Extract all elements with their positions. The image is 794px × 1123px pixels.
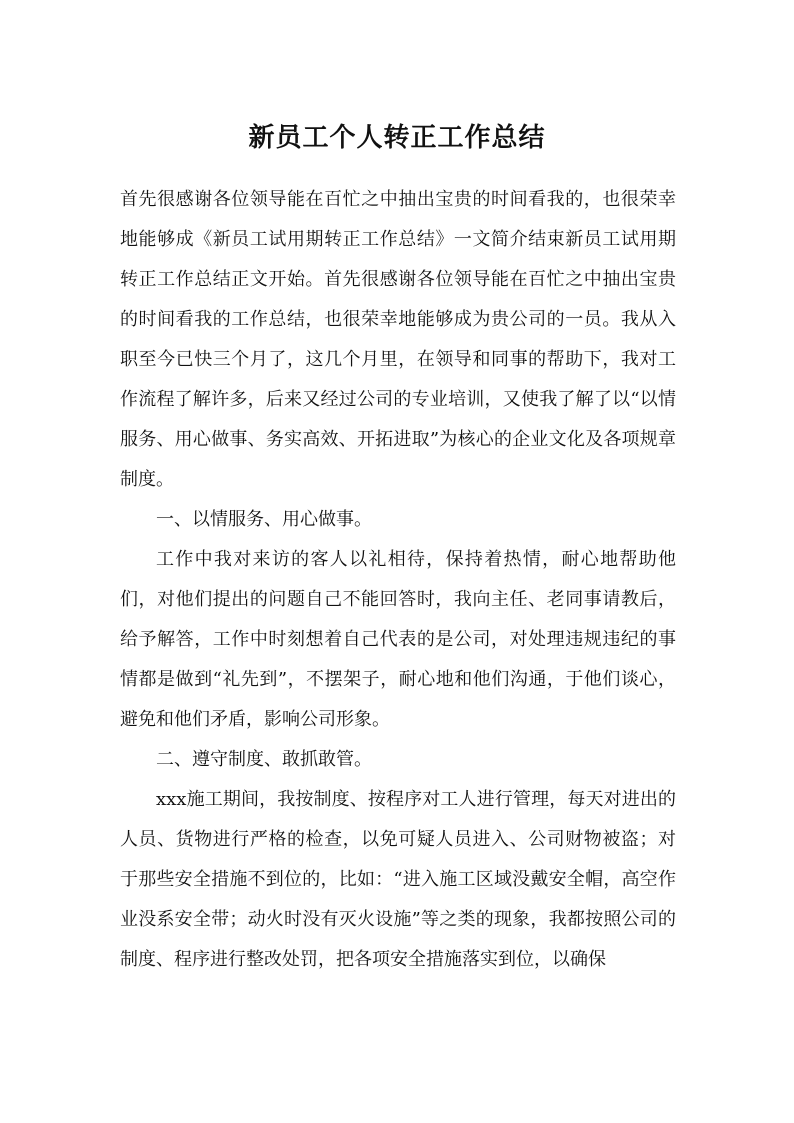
paragraph-section-2: xxx施工期间，我按制度、按程序对工人进行管理，每天对进出的人员、货物进行严格的检查，以免可疑人员进入、公司财物被盗；对于那些安全措施不到位的，比如：“进入施工区域没戴安全帽，高空作业没系安全带；动火时没有灭火设施”等之类的现象，我都按照公司的制度、程序进行整改处罚，把各项安全措施落实到位，以确保 xyxy=(120,789,676,970)
document-body xyxy=(120,180,676,980)
document-title: 新员工个人转正工作总结 xyxy=(248,123,546,153)
paragraph-section-1: 工作中我对来访的客人以礼相待，保持着热情，耐心地帮助他们，对他们提出的问题自己不能回答时，我向主任、老同事请教后，给予解答，工作中时刻想着自己代表的是公司，对处理违规违纪的事情都是做到“礼先到”，不摆架子，耐心地和他们沟通，于他们谈心，避免和他们矛盾，影响公司形象。 xyxy=(120,549,676,730)
paragraph-intro: 首先很感谢各位领导能在百忙之中抽出宝贵的时间看我的，也很荣幸地能够成《新员工试用期转正工作总结》一文简介结束新员工试用期转正工作总结正文开始。首先很感谢各位领导能在百忙之中抽出宝贵的时间看我的工作总结，也很荣幸地能够成为贵公司的一员。我从入职至今已快三个月了，这几个月里，在领导和同事的帮助下，我对工作流程了解许多，后来又经过公司的专业培训，又使我了解了以“以情服务、用心做事、务实高效、开拓进取”为核心的企业文化及各项规章制度。 xyxy=(120,189,676,490)
section-heading-2: 二、遵守制度、敢抓敢管。 xyxy=(156,749,372,770)
section-heading-1: 一、以情服务、用心做事。 xyxy=(156,509,372,530)
